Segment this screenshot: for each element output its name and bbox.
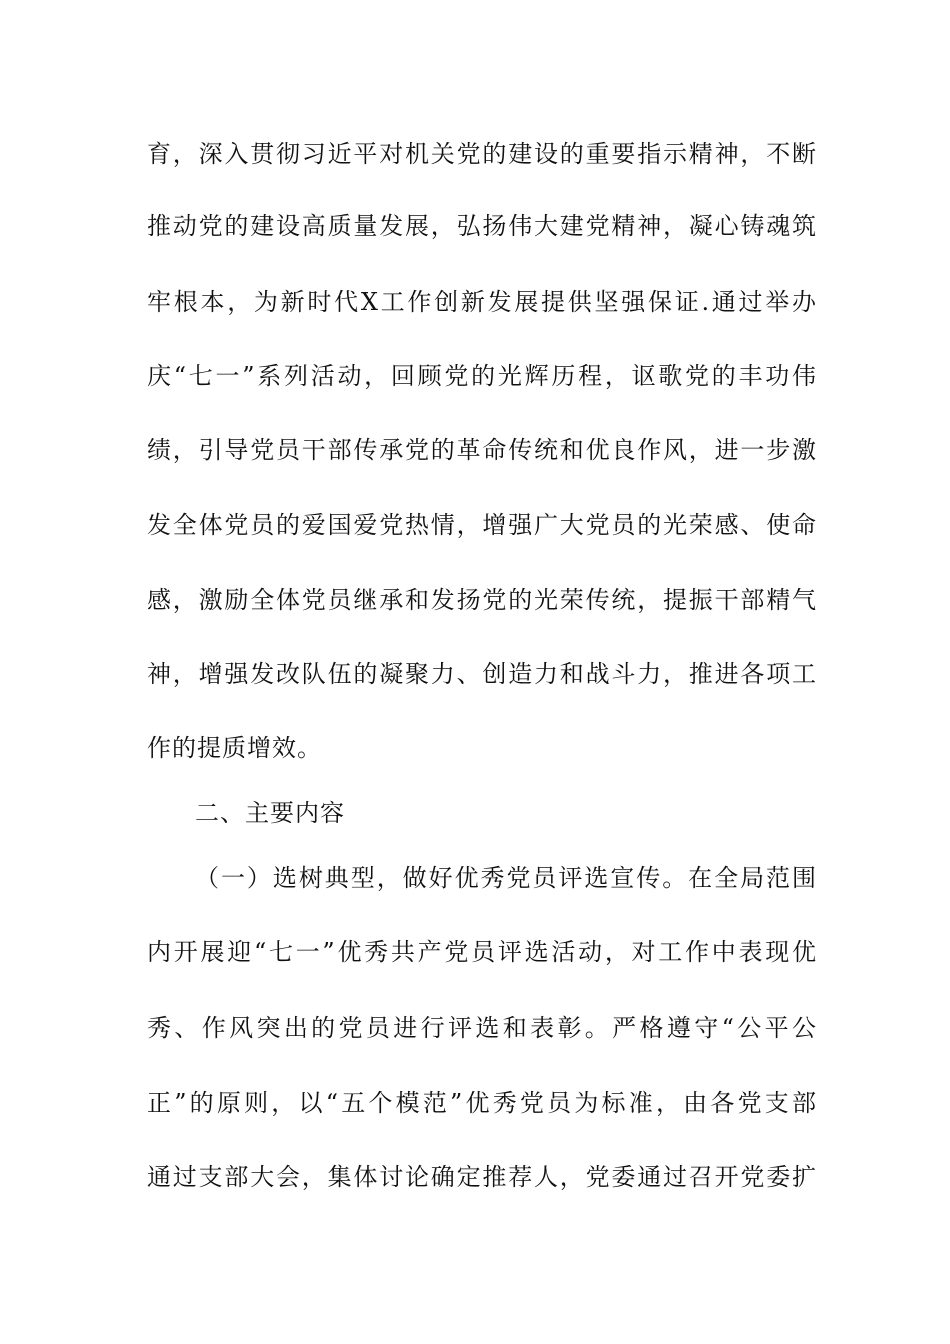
paragraph-line: 通过支部大会，集体讨论确定推荐人，党委通过召开党委扩	[147, 1163, 817, 1191]
paragraph-line: （一）选树典型，做好优秀党员评选宣传。在全局范围	[195, 864, 817, 892]
paragraph-line: 发全体党员的爱国爱党热情，增强广大党员的光荣感、使命	[147, 511, 817, 539]
paragraph-line: 育，深入贯彻习近平对机关党的建设的重要指示精神，不断	[147, 140, 817, 168]
section-heading: 二、主要内容	[195, 799, 345, 827]
paragraph-line: 正”的原则，以“五个模范”优秀党员为标准，由各党支部	[147, 1089, 817, 1117]
paragraph-line: 神，增强发改队伍的凝聚力、创造力和战斗力，推进各项工	[147, 660, 817, 688]
paragraph-line: 感，激励全体党员继承和发扬党的光荣传统，提振干部精气	[147, 586, 817, 614]
paragraph-line: 内开展迎“七一”优秀共产党员评选活动，对工作中表现优	[147, 938, 817, 966]
paragraph-line: 庆“七一”系列活动，回顾党的光辉历程，讴歌党的丰功伟	[147, 362, 817, 390]
paragraph-line: 秀、作风突出的党员进行评选和表彰。严格遵守“公平公	[147, 1014, 817, 1042]
paragraph-line: 牢根本，为新时代X工作创新发展提供坚强保证.通过举办	[147, 288, 817, 316]
paragraph-line: 作的提质增效。	[147, 734, 322, 762]
paragraph-line: 绩，引导党员干部传承党的革命传统和优良作风，进一步激	[147, 436, 817, 464]
paragraph-line: 推动党的建设高质量发展，弘扬伟大建党精神，凝心铸魂筑	[147, 212, 817, 240]
